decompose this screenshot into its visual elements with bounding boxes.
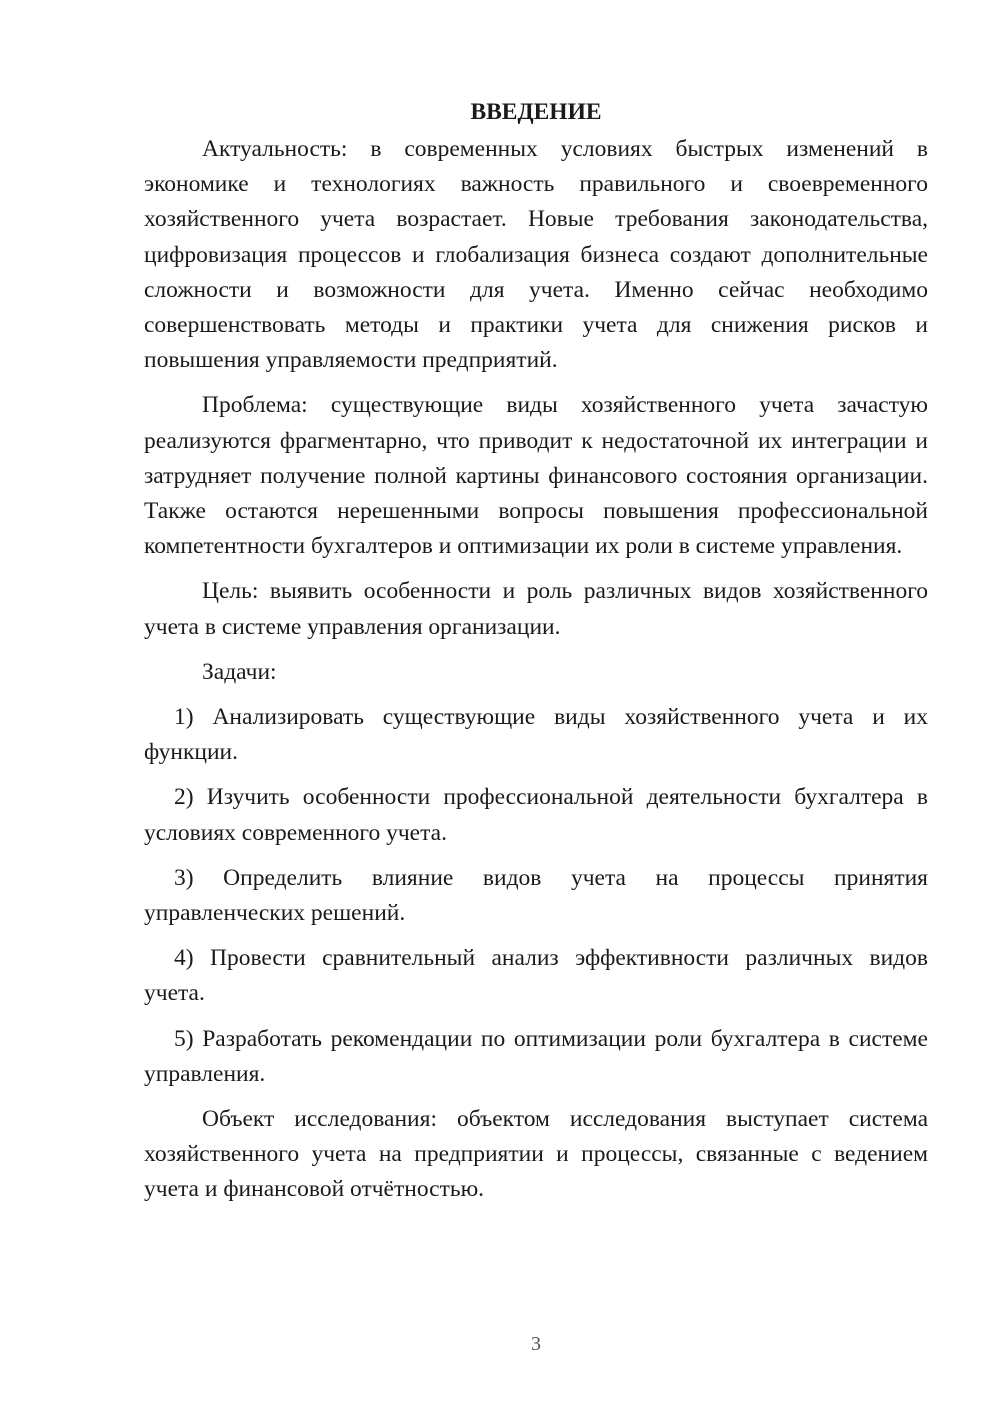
task-item: 2) Изучить особенности профессиональной деятельности бухгалтера в условиях современного учета.	[144, 784, 928, 846]
task-item: 5) Разработать рекомендации по оптимизации роли бухгалтера в системе управления.	[144, 1025, 928, 1087]
tasks-heading: Задачи:	[202, 658, 277, 685]
goal-paragraph: Цель: выявить особенности и роль различных видов хозяйственного учета в системе управления организации.	[144, 578, 928, 640]
task-item: 1) Анализировать существующие виды хозяйственного учета и их функции.	[144, 704, 928, 766]
page-content	[144, 92, 928, 1218]
page-number: 3	[531, 1333, 541, 1355]
section-title: ВВЕДЕНИЕ	[470, 99, 602, 125]
object-paragraph: Объект исследования: объектом исследования выступает система хозяйственного учета на предприятии и процессы, связанные с ведением учета и финансовой отчётностью.	[144, 1106, 928, 1203]
relevance-paragraph: Актуальность: в современных условиях быстрых изменений в экономике и технологиях важность правильного и своевременного хозяйственного учета возрастает. Новые требования законодательства, цифровизация процессов и глобализация бизнеса создают дополнительные сложности и возможности для учета. Именно сейчас необходимо совершенствовать методы и практики учета для снижения рисков и повышения управляемости предприятий.	[144, 136, 928, 374]
task-item: 3) Определить влияние видов учета на процессы принятия управленческих решений.	[144, 864, 928, 927]
task-item: 4) Провести сравнительный анализ эффективности различных видов учета.	[144, 945, 928, 1007]
problem-paragraph: Проблема: существующие виды хозяйственного учета зачастую реализуются фрагментарно, что приводит к недостаточной их интеграции и затрудняет получение полной картины финансового состояния организации. Также остаются нерешенными вопросы повышения профессиональной компетентности бухгалтеров и оптимизации их роли в системе управления.	[144, 392, 928, 560]
